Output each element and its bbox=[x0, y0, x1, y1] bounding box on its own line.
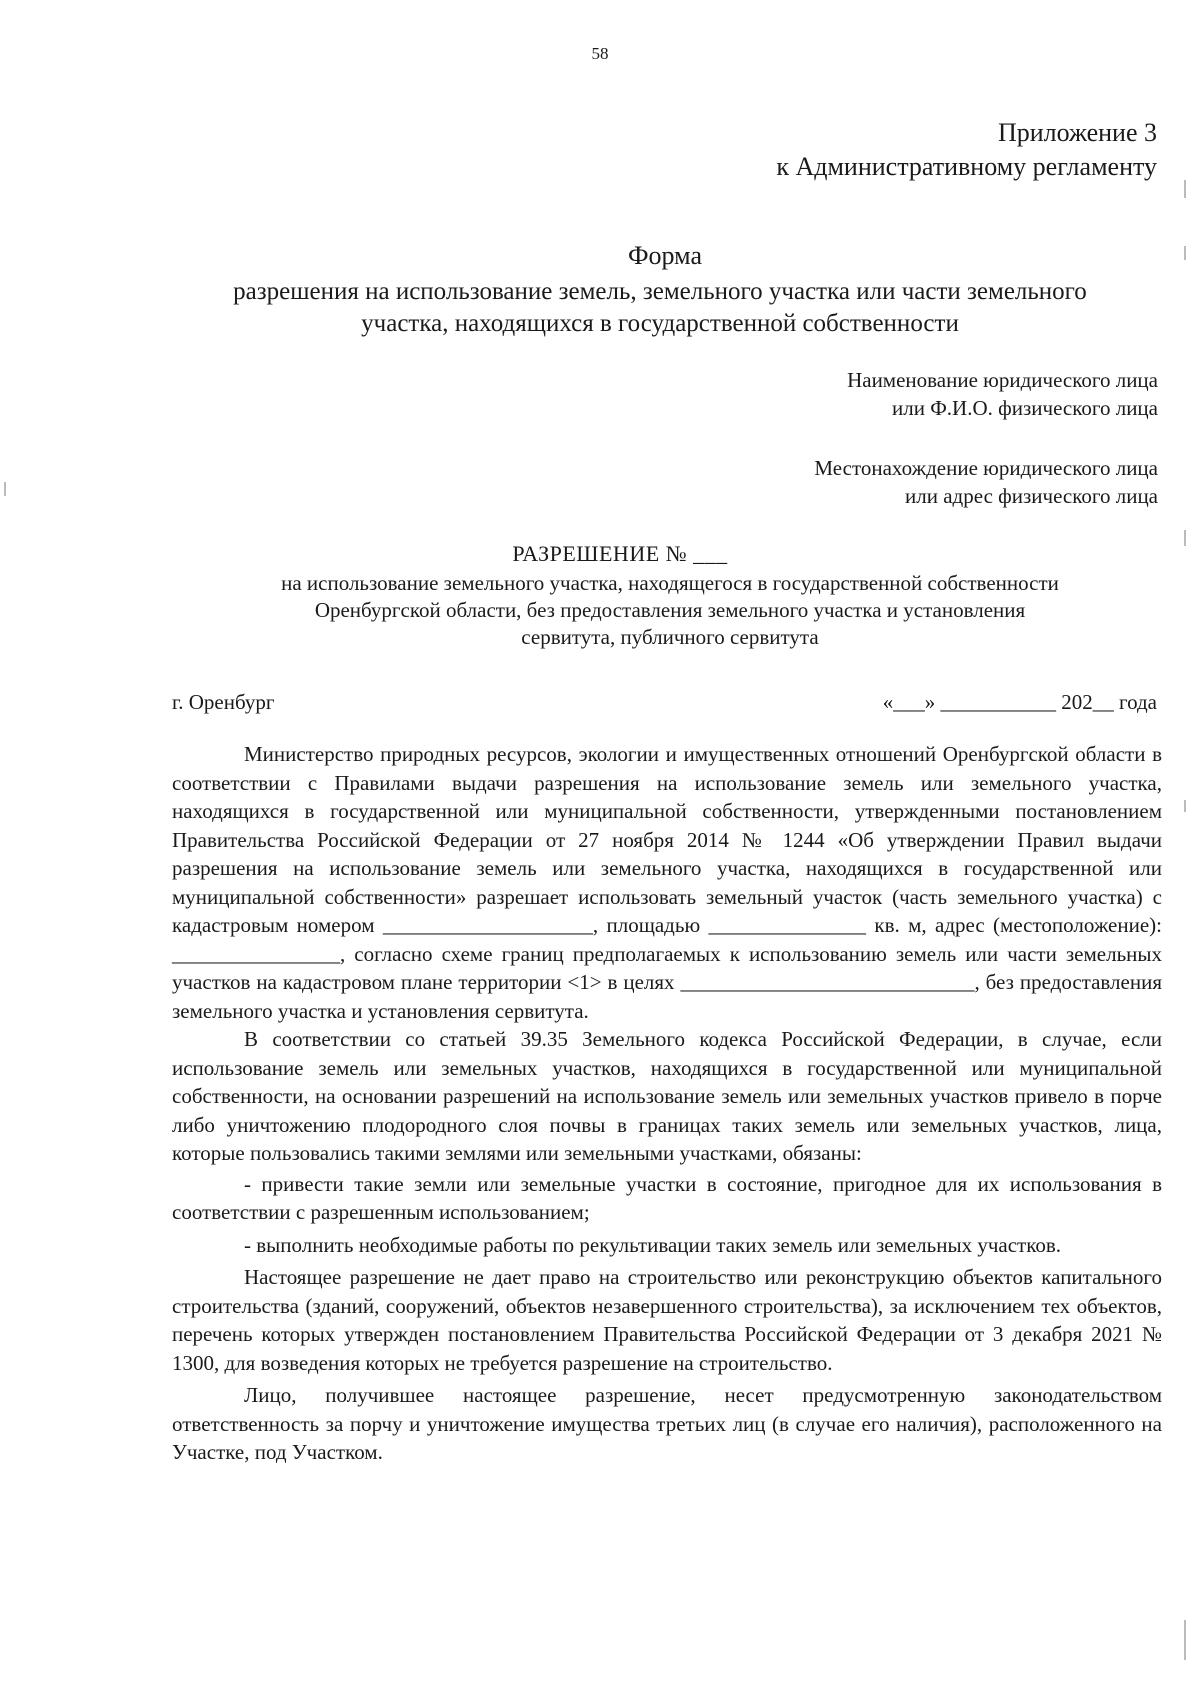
permit-subtitle-line3: сервитута, публичного сервитута bbox=[521, 625, 819, 649]
form-title: Форма bbox=[628, 241, 702, 270]
paragraph-liability: Лицо, получившее настоящее разрешение, несет предусмотренную законодательством ответственность за порчу и уничтожение имущества третьих лиц (в случае его наличия), расположенного на Участке, под Участком. bbox=[172, 1383, 1162, 1464]
paragraph-construction-limit: Настоящее разрешение не дает право на строительство или реконструкцию объектов капитального строительства (зданий, сооружений, объектов незавершенного строительства), за исключением тех объектов, перечень которых утвержден постановлением Правительства Российской Федерации от 3 декабря 2021 № 1300, для возведения которых не требуется разрешение на строительство. bbox=[172, 1265, 1162, 1375]
recipient-address-line1: Местонахождение юридического лица bbox=[814, 456, 1158, 480]
appendix-header bbox=[776, 116, 1157, 184]
permit-subtitle-line1: на использование земельного участка, находящегося в государственной собственности bbox=[281, 571, 1059, 595]
scan-artifact bbox=[1184, 180, 1186, 198]
obligation-item: - привести такие земли или земельные участки в состояние, пригодное для их использования в соответствии с разрешенным использованием; bbox=[172, 1171, 1162, 1224]
paragraph-obligations: В соответствии со статьей 39.35 Земельного кодекса Российской Федерации, в случае, если использование земель или земельных участков, находящихся в государственной или муниципальной собственности, на основании разрешений на использование земель или земельных участков привело в порче либо уничтожению плодородного слоя почвы в границах таких земель или земельных участков, лица, которые пользовались такими землями или земельными участками, обязаны: bbox=[172, 1027, 1162, 1165]
form-subtitle-line1: разрешения на использование земель, земельного участка или части земельного bbox=[233, 278, 1087, 305]
city-name: г. Оренбург bbox=[172, 690, 275, 714]
permit-subtitle bbox=[190, 570, 1150, 651]
recipient-name-line2: или Ф.И.О. физического лица bbox=[892, 396, 1158, 420]
appendix-line1: Приложение 3 bbox=[997, 118, 1157, 147]
recipient-name-line1: Наименование юридического лица bbox=[847, 368, 1158, 392]
form-subtitle-line2: участка, находящихся в государственной собственности bbox=[361, 310, 959, 337]
appendix-line2: к Административному регламенту bbox=[776, 152, 1157, 181]
scan-artifact bbox=[1184, 1620, 1186, 1660]
recipient-address-block bbox=[814, 454, 1158, 510]
scan-artifact bbox=[1184, 530, 1186, 546]
date-template: «___» ___________ 202__ года bbox=[882, 690, 1157, 714]
permit-title: РАЗРЕШЕНИЕ № ___ bbox=[512, 541, 728, 566]
recipient-name-block bbox=[847, 366, 1158, 422]
body-text bbox=[172, 740, 1162, 1467]
paragraph-permission: Министерство природных ресурсов, экологии и имущественных отношений Оренбургской области в соответствии с Правилами выдачи разрешения на использование земель или земельного участка, находящихся в государственной или муниципальной собственности, утвержденными постановлением Правительства Российской Федерации от 27 ноября 2014 № 1244 «Об утверждении Правил выдачи разрешения на использование земель или земельного участка, находящихся в государственной или муниципальной собственности» разрешает использовать земельный участок (часть земельного участка) с кадастровым номером ____________________, площадью _______________ кв. м, адрес (местоположение): ________________, согласно схеме границ предполагаемых к использованию земель или части земельных участков на кадастровом плане территории <1> в целях ____________________________, без предоставления земельного участка и установления сервитута. bbox=[172, 742, 1162, 1023]
scan-artifact bbox=[1184, 800, 1186, 812]
obligation-item: - выполнить необходимые работы по рекультивации таких земель или земельных участков. bbox=[244, 1232, 1062, 1257]
form-subtitle bbox=[140, 276, 1180, 340]
recipient-address-line2: или адрес физического лица bbox=[905, 484, 1158, 508]
permit-subtitle-line2: Оренбургской области, без предоставления земельного участка и установления bbox=[314, 598, 1026, 622]
scan-artifact bbox=[4, 482, 6, 496]
scan-artifact bbox=[1184, 246, 1186, 260]
page-number: 58 bbox=[591, 44, 609, 63]
